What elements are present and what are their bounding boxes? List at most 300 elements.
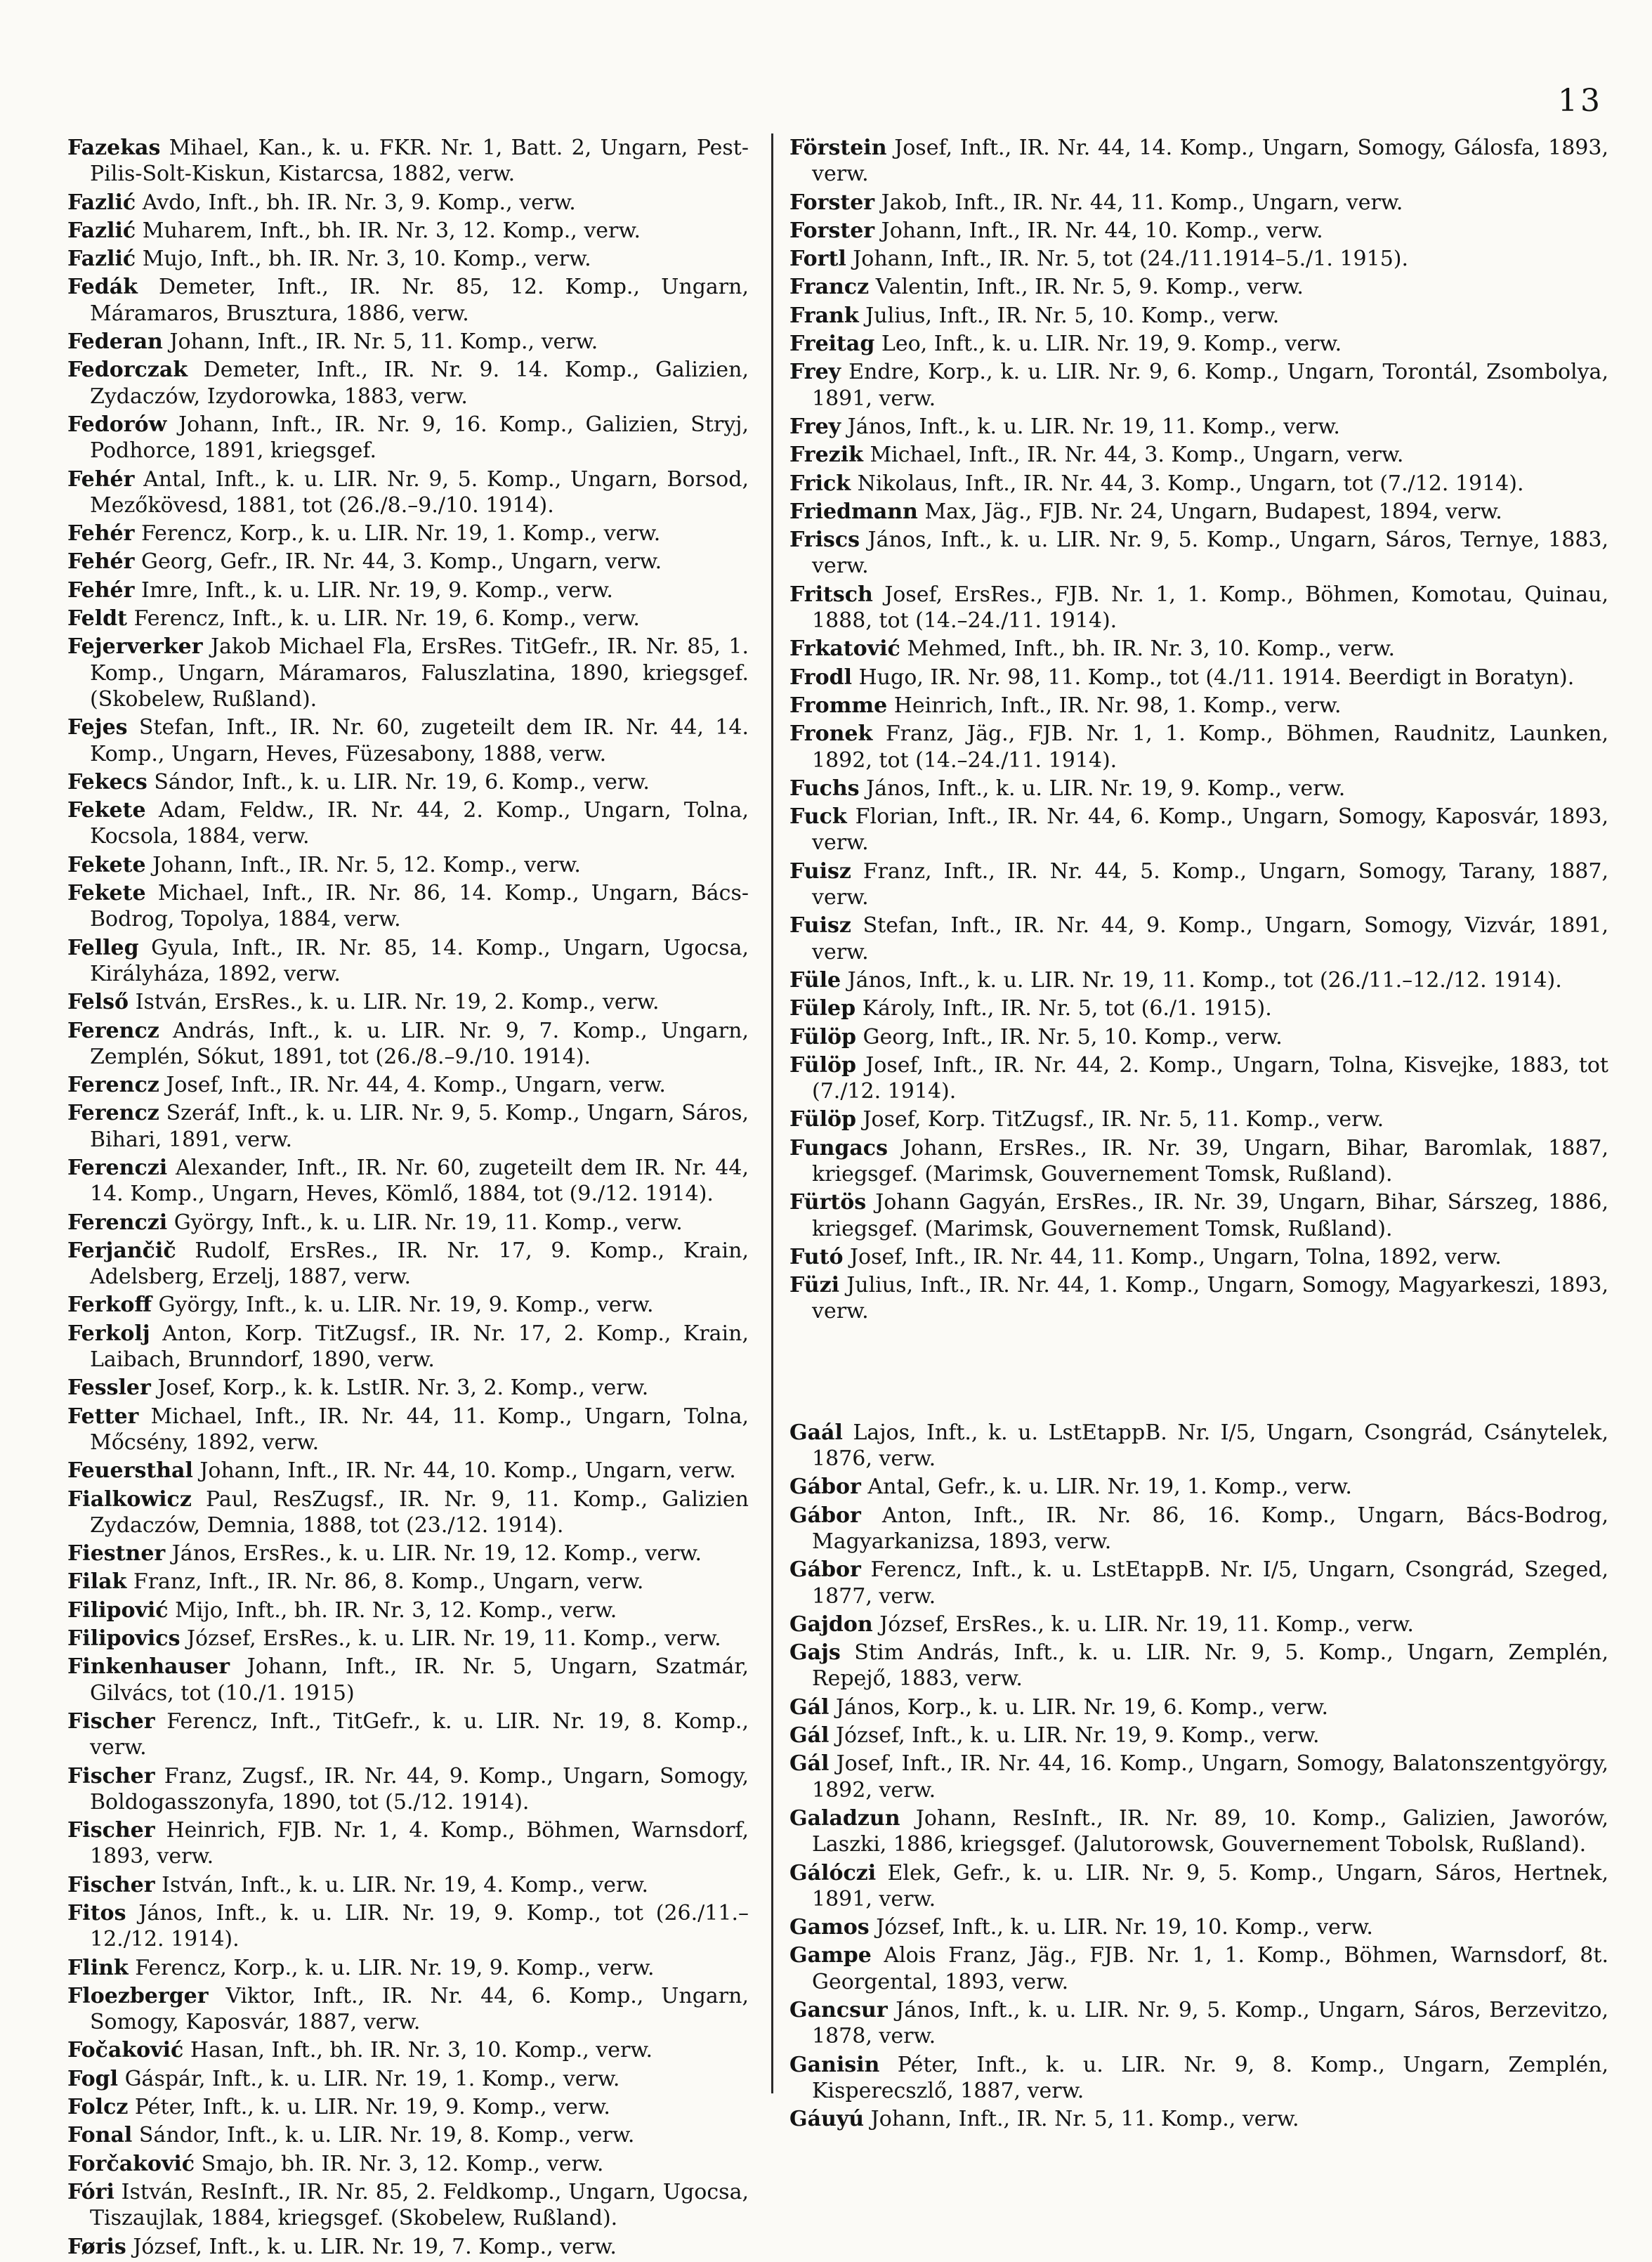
entry-details: Michael, Inft., IR. Nr. 44, 3. Komp., Ungarn, verw. [870,443,1404,468]
entry-details: Valentin, Inft., IR. Nr. 5, 9. Komp., verw. [875,275,1304,300]
list-entry [789,1052,1608,1105]
list-entry [789,1751,1608,1803]
list-entry [789,1611,1608,1637]
entry-details: Endre, Korp., k. u. LIR. Nr. 9, 6. Komp., Ungarn, Torontál, Zsombolya, 1891, verw. [812,360,1608,411]
list-entry [67,246,749,272]
list-entry [67,1238,749,1290]
entry-details: István, Inft., k. u. LIR. Nr. 19, 4. Komp., verw. [162,1872,649,1897]
entry-surname: Feuersthal [67,1458,193,1484]
list-entry [789,218,1608,244]
entry-details: Jakob Michael Fla, ErsRes. TitGefr., IR. Nr. 85, 1. Komp., Ungarn, Máramaros, Faluszlatina, 1890, kriegsgef. (Skobelew, Rußland). [90,634,749,712]
entry-surname: Fazlić [67,218,136,243]
entry-details: Gyula, Inft., IR. Nr. 85, 14. Komp., Ungarn, Ugocsa, Királyháza, 1892, verw. [90,935,749,986]
entry-details: Julius, Inft., IR. Nr. 5, 10. Komp., verw. [865,303,1280,328]
list-entry [789,303,1608,329]
entry-surname: Fülöp [789,1024,856,1050]
entry-details: Demeter, Inft., IR. Nr. 9. 14. Komp., Galizien, Zydaczów, Izydorowka, 1883, verw. [90,358,749,409]
entry-details: Heinrich, Inft., IR. Nr. 98, 1. Komp., verw. [893,693,1342,718]
list-entry [67,2066,749,2092]
entry-surname: Fejes [67,715,128,740]
entry-details: István, ErsRes., k. u. LIR. Nr. 19, 2. Komp., verw. [135,990,660,1015]
right-column [789,135,1608,2134]
entry-surname: Gajdon [789,1611,873,1637]
entry-surname: Friedmann [789,499,918,524]
list-entry [67,1210,749,1236]
entry-surname: Gampe [789,1943,872,1968]
entry-surname: Fazekas [67,136,161,160]
entry-surname: Finkenhauser [67,1654,230,1680]
list-entry [67,2234,749,2260]
entry-details: Johann, Inft., IR. Nr. 9, 16. Komp., Galizien, Stryj, Podhorce, 1891, kriegsgef. [90,412,749,464]
entry-surname: Fialkowicz [67,1486,192,1512]
list-entry [789,858,1608,911]
list-entry [789,1694,1608,1720]
entry-surname: Føris [67,2234,126,2259]
entry-details: Stefan, Inft., IR. Nr. 44, 9. Komp., Ungarn, Somogy, Vizvár, 1891, verw. [812,913,1608,965]
entry-details: Ferencz, Korp., k. u. LIR. Nr. 19, 1. Komp., verw. [141,521,661,547]
entry-surname: Freitag [789,332,875,357]
list-entry [67,1375,749,1401]
entry-surname: Fogl [67,2066,119,2091]
list-entry [67,190,749,216]
list-entry [67,2094,749,2120]
list-entry [67,2151,749,2177]
entry-details: Adam, Feldw., IR. Nr. 44, 2. Komp., Ungarn, Tolna, Kocsola, 1884, verw. [90,798,749,849]
entry-details: Max, Jäg., FJB. Nr. 24, Ungarn, Budapest, 1894, verw. [924,499,1502,524]
entry-surname: Gábor [789,1557,861,1583]
entry-details: János, Inft., k. u. LIR. Nr. 19, 11. Komp., tot (26./11.–12./12. 1914). [847,967,1562,993]
entry-surname: Fetter [67,1404,139,1429]
section-g-entries [789,1420,1608,2133]
entry-details: Franz, Jäg., FJB. Nr. 1, 1. Komp., Böhmen, Raudnitz, Launken, 1892, tot (14.–24./11. 1914). [812,721,1608,773]
list-entry [67,1486,749,1539]
list-entry [67,606,749,632]
entry-surname: Gálóczi [789,1860,877,1885]
entry-details: Julius, Inft., IR. Nr. 44, 1. Komp., Ungarn, Somogy, Magyarkeszi, 1893, verw. [812,1273,1608,1324]
list-entry [789,1914,1608,1940]
entry-surname: Felleg [67,935,139,960]
entry-surname: Fitos [67,1901,126,1926]
entry-details: János, Inft., k. u. LIR. Nr. 19, 9. Komp., tot (26./11.–12./12. 1914). [90,1901,749,1952]
entry-surname: Feldt [67,606,127,632]
list-entry [67,797,749,850]
list-entry [789,1189,1608,1242]
entry-surname: Filipovics [67,1626,181,1652]
list-entry [67,634,749,712]
list-entry [789,804,1608,856]
entry-surname: Fekecs [67,769,148,795]
entry-surname: Fočaković [67,2038,184,2063]
list-entry [789,913,1608,965]
entry-surname: Fuchs [789,776,860,801]
list-entry [789,721,1608,773]
entry-details: Mehmed, Inft., bh. IR. Nr. 3, 10. Komp., verw. [907,636,1396,662]
entry-details: Stefan, Inft., IR. Nr. 60, zugeteilt dem IR. Nr. 44, 14. Komp., Ungarn, Heves, Füzesabony, 1888, verw. [90,715,749,766]
entry-details: József, Inft., k. u. LIR. Nr. 19, 10. Komp., verw. [876,1915,1373,1940]
entry-surname: Futó [789,1244,844,1269]
entry-details: Josef, Inft., IR. Nr. 44, 11. Komp., Ungarn, Tolna, 1892, verw. [850,1244,1502,1269]
entry-details: Josef, Inft., IR. Nr. 44, 16. Komp., Ungarn, Somogy, Balatonszentgyörgy, 1892, verw. [812,1751,1608,1803]
list-entry [789,331,1608,357]
entry-surname: Ferencz [67,1073,159,1098]
entry-details: Hasan, Inft., bh. IR. Nr. 3, 10. Komp., verw. [190,2038,653,2063]
entry-surname: Fekete [67,852,146,877]
entry-surname: Forster [789,190,875,215]
entry-details: Anton, Inft., IR. Nr. 86, 16. Komp., Ungarn, Bács-Bodrog, Magyarkanizsa, 1893, verw. [812,1503,1608,1554]
entry-surname: Fehér [67,521,135,547]
entry-details: Péter, Inft., k. u. LIR. Nr. 9, 8. Komp., Ungarn, Zemplén, Kisperecszlő, 1887, verw. [812,2052,1608,2103]
list-entry [67,135,749,188]
entry-details: Johann, ResInft., IR. Nr. 89, 10. Komp., Galizien, Jaworów, Laszki, 1886, kriegsgef. (Jalutorowsk, Gouvernement Tobolsk, Rußland). [812,1805,1608,1857]
entry-surname: Fülöp [789,1107,856,1132]
list-entry [789,1106,1608,1132]
list-entry [789,1805,1608,1858]
entry-surname: Fülöp [789,1052,856,1078]
entry-surname: Folcz [67,2095,129,2120]
entry-surname: Ferenczi [67,1155,168,1180]
entry-details: József, Inft., k. u. LIR. Nr. 19, 9. Komp., verw. [836,1723,1320,1748]
entry-surname: Fiestner [67,1541,166,1567]
entry-details: Josef, ErsRes., FJB. Nr. 1, 1. Komp., Böhmen, Komotau, Quinau, 1888, tot (14.–24./11. 1914). [812,582,1608,634]
entry-surname: Gábor [789,1503,861,1528]
list-entry [789,636,1608,662]
list-entry [789,1024,1608,1050]
entry-surname: Fehér [67,466,135,492]
list-entry [789,1722,1608,1748]
list-entry [67,852,749,878]
entry-surname: Gáuyú [789,2107,865,2132]
entry-details: Lajos, Inft., k. u. LstEtappB. Nr. I/5, Ungarn, Csongrád, Csánytelek, 1876, verw. [812,1420,1608,1472]
entry-details: Franz, Inft., IR. Nr. 44, 5. Komp., Ungarn, Somogy, Tarany, 1887, verw. [812,858,1608,910]
entry-surname: Floezberger [67,1983,209,2008]
entry-surname: Gál [789,1751,830,1777]
entry-surname: Fóri [67,2179,114,2204]
list-entry [67,1018,749,1071]
list-entry [67,274,749,327]
entry-details: János, Inft., k. u. LIR. Nr. 19, 11. Komp., verw. [847,414,1340,439]
section-f-entries [789,135,1608,1325]
entry-surname: Fessler [67,1375,151,1401]
entry-details: János, Korp., k. u. LIR. Nr. 19, 6. Komp., verw. [836,1694,1329,1720]
entry-surname: Füzi [789,1273,840,1298]
entry-details: Johann, Inft., IR. Nr. 44, 10. Komp., Ungarn, verw. [199,1458,736,1484]
list-entry [67,1404,749,1456]
list-entry [67,1763,749,1816]
list-entry [789,499,1608,525]
entry-details: Mujo, Inft., bh. IR. Nr. 3, 10. Komp., verw. [142,247,591,272]
entry-surname: Ferencz [67,1101,159,1126]
entry-surname: Fedák [67,275,138,300]
list-entry [789,190,1608,216]
entry-surname: Filak [67,1569,127,1595]
entry-details: Rudolf, ErsRes., IR. Nr. 17, 9. Komp., Krain, Adelsberg, Erzelj, 1887, verw. [90,1238,749,1290]
entry-details: Gáspár, Inft., k. u. LIR. Nr. 19, 1. Komp., verw. [124,2066,620,2091]
entry-details: Heinrich, FJB. Nr. 1, 4. Komp., Böhmen, Warnsdorf, 1893, verw. [90,1818,749,1869]
entry-surname: Fürtös [789,1190,867,1215]
entry-details: Sándor, Inft., k. u. LIR. Nr. 19, 8. Komp., verw. [138,2123,635,2148]
list-entry [789,135,1608,188]
entry-details: Leo, Inft., k. u. LIR. Nr. 19, 9. Komp., verw. [881,332,1342,357]
entry-surname: Fischer [67,1708,155,1734]
list-entry [789,1997,1608,2050]
entry-details: Antal, Inft., k. u. LIR. Nr. 9, 5. Komp., Ungarn, Borsod, Mezőkövesd, 1881, tot (26./8.–9./10. 1914). [90,466,749,518]
list-entry [67,714,749,767]
list-entry [789,1244,1608,1270]
column-divider [771,133,773,2093]
list-entry [789,995,1608,1021]
entry-details: Sándor, Inft., k. u. LIR. Nr. 19, 6. Komp., verw. [154,769,650,795]
entry-details: Elek, Gefr., k. u. LIR. Nr. 9, 5. Komp., Ungarn, Sáros, Hertnek, 1891, verw. [812,1860,1608,1911]
entry-surname: Ferkolj [67,1321,150,1346]
entry-surname: Gamos [789,1915,870,1940]
entry-details: János, Inft., k. u. LIR. Nr. 9, 5. Komp., Ungarn, Sáros, Berzevitzo, 1878, verw. [812,1998,1608,2049]
entry-surname: Fedorczak [67,358,188,383]
list-entry [789,2106,1608,2132]
entry-surname: Gál [789,1694,830,1720]
list-entry [67,357,749,410]
list-entry [67,1541,749,1567]
list-entry [67,1100,749,1153]
entry-surname: Förstein [789,136,887,160]
list-entry [67,1983,749,2036]
list-entry [67,1569,749,1595]
entry-details: Franz, Zugsf., IR. Nr. 44, 9. Komp., Ungarn, Somogy, Boldogasszonyfa, 1890, tot (5./12. 1914). [90,1763,749,1815]
entry-surname: Frodl [789,665,852,690]
list-entry [789,1135,1608,1188]
entry-details: János, ErsRes., k. u. LIR. Nr. 19, 12. Komp., verw. [171,1541,702,1567]
entry-details: Károly, Inft., IR. Nr. 5, tot (6./1. 1915). [862,996,1272,1021]
entry-surname: Ferenczi [67,1210,168,1235]
list-entry [67,1292,749,1318]
left-column [67,135,749,2262]
list-entry [67,466,749,519]
list-entry [789,1557,1608,1609]
list-entry [67,880,749,933]
entry-surname: Felső [67,990,129,1015]
entry-surname: Frank [789,303,859,328]
entry-details: István, ResInft., IR. Nr. 85, 2. Feldkomp., Ungarn, Ugocsa, Tiszaujlak, 1884, kriegsgef. (Skobelew, Rußland). [90,2179,749,2231]
list-entry [789,359,1608,412]
entry-surname: Fonal [67,2123,133,2148]
list-entry [67,549,749,575]
list-entry [789,1420,1608,1472]
entry-surname: Gajs [789,1640,841,1666]
page-number: 13 [1558,83,1603,119]
entry-details: Muharem, Inft., bh. IR. Nr. 3, 12. Komp., verw. [142,218,641,243]
entry-surname: Fuck [789,804,847,830]
entry-details: Johann, Inft., IR. Nr. 5, 11. Komp., verw. [870,2107,1299,2132]
entry-details: Alexander, Inft., IR. Nr. 60, zugeteilt dem IR. Nr. 44, 14. Komp., Ungarn, Heves, Kömlő, 1884, tot (9./12. 1914). [90,1155,749,1207]
list-entry [67,521,749,547]
entry-details: Johann, ErsRes., IR. Nr. 39, Ungarn, Bihar, Baromlak, 1887, kriegsgef. (Marimsk, Gouvernement Tomsk, Rußland). [812,1135,1608,1186]
entry-details: Hugo, IR. Nr. 98, 11. Komp., tot (4./11. 1914. Beerdigt in Boratyn). [858,665,1575,690]
entry-surname: Fazlić [67,247,136,272]
entry-details: Ferencz, Korp., k. u. LIR. Nr. 19, 9. Komp., verw. [135,1955,655,1980]
entry-details: Alois Franz, Jäg., FJB. Nr. 1, 1. Komp., Böhmen, Warnsdorf, 8t. Georgental, 1893, verw. [812,1943,1608,1994]
entry-surname: Gál [789,1723,830,1748]
list-entry [67,1072,749,1098]
list-entry [67,577,749,603]
list-entry [789,414,1608,440]
list-entry [67,1321,749,1373]
entry-surname: Ferencz [67,1018,159,1043]
list-entry [789,1942,1608,1995]
entry-surname: Forčaković [67,2151,195,2176]
list-entry [67,218,749,244]
entry-surname: Fülep [789,996,856,1021]
entry-details: Mijo, Inft., bh. IR. Nr. 3, 12. Komp., verw. [175,1597,617,1623]
entry-details: András, Inft., k. u. LIR. Nr. 9, 7. Komp., Ungarn, Zemplén, Sókut, 1891, tot (26./8.–9./10. 1914). [90,1018,749,1069]
list-entry [789,1474,1608,1500]
entry-surname: Fehér [67,549,135,575]
entry-details: Smajo, bh. IR. Nr. 3, 12. Komp., verw. [201,2151,604,2176]
entry-details: József, ErsRes., k. u. LIR. Nr. 19, 11. Komp., verw. [879,1611,1414,1637]
list-entry [789,442,1608,468]
entry-details: Péter, Inft., k. u. LIR. Nr. 19, 9. Komp., verw. [134,2095,610,2120]
list-entry [789,527,1608,580]
entry-surname: Ferjančič [67,1238,176,1263]
entry-surname: Fekete [67,798,146,823]
entry-details: Florian, Inft., IR. Nr. 44, 6. Komp., Ungarn, Somogy, Kaposvár, 1893, verw. [812,804,1608,856]
entry-surname: Frey [789,414,841,439]
entry-surname: Frkatović [789,636,900,662]
entry-details: György, Inft., k. u. LIR. Nr. 19, 11. Komp., verw. [173,1210,683,1235]
entry-details: Demeter, Inft., IR. Nr. 85, 12. Komp., Ungarn, Máramaros, Brusztura, 1886, verw. [90,275,749,326]
list-entry [789,1503,1608,1555]
entry-details: József, Inft., k. u. LIR. Nr. 19, 7. Komp., verw. [133,2234,617,2259]
entry-surname: Flink [67,1955,129,1980]
entry-surname: Frick [789,471,851,496]
entry-surname: Fedorów [67,412,167,437]
entry-details: Josef, Korp. TitZugsf., IR. Nr. 5, 11. Komp., verw. [863,1107,1384,1132]
entry-surname: Fuisz [789,913,851,939]
entry-details: Ferencz, Inft., k. u. LIR. Nr. 19, 6. Komp., verw. [133,606,640,632]
entry-surname: Galadzun [789,1805,900,1831]
list-entry [789,246,1608,272]
list-entry [789,2052,1608,2105]
entry-details: Josef, Inft., IR. Nr. 44, 4. Komp., Ungarn, verw. [166,1073,666,1098]
list-entry [67,1817,749,1870]
entry-details: Michael, Inft., IR. Nr. 86, 14. Komp., Ungarn, Bács-Bodrog, Topolya, 1884, verw. [90,881,749,932]
entry-surname: Fortl [789,247,846,272]
entry-details: Johann, Inft., IR. Nr. 5, 11. Komp., verw. [169,329,598,355]
list-entry [67,2122,749,2148]
entry-details: Viktor, Inft., IR. Nr. 44, 6. Komp., Ungarn, Somogy, Kaposvár, 1887, verw. [90,1983,749,2035]
entry-surname: Fejerverker [67,634,203,660]
entry-surname: Filipović [67,1597,169,1623]
entry-details: Ferencz, Inft., k. u. LstEtappB. Nr. I/5, Ungarn, Csongrád, Szeged, 1877, verw. [812,1557,1608,1609]
entry-surname: Fritsch [789,582,873,607]
entry-surname: Fromme [789,693,888,718]
list-entry [67,1626,749,1652]
entry-details: Michael, Inft., IR. Nr. 44, 11. Komp., Ungarn, Tolna, Mőcsény, 1892, verw. [90,1404,749,1455]
entry-surname: Francz [789,275,870,300]
entry-surname: Fehér [67,577,135,603]
entry-details: Georg, Inft., IR. Nr. 5, 10. Komp., verw. [863,1024,1283,1050]
list-entry [789,1272,1608,1325]
entry-details: Josef, Korp., k. k. LstIR. Nr. 3, 2. Komp., verw. [157,1375,649,1401]
list-entry [67,769,749,795]
entry-details: Ferencz, Inft., TitGefr., k. u. LIR. Nr. 19, 8. Komp., verw. [90,1708,749,1760]
entry-surname: Fischer [67,1872,155,1897]
list-entry [67,1900,749,1953]
entry-details: Szeráf, Inft., k. u. LIR. Nr. 9, 5. Komp., Ungarn, Sáros, Bihari, 1891, verw. [90,1101,749,1152]
list-entry [789,1640,1608,1692]
entry-surname: Gancsur [789,1998,888,2022]
entry-details: Johann, Inft., IR. Nr. 44, 10. Komp., verw. [881,218,1323,243]
list-entry [67,1155,749,1208]
entry-details: György, Inft., k. u. LIR. Nr. 19, 9. Komp., verw. [158,1293,654,1318]
list-entry [67,1955,749,1981]
entry-details: Antal, Gefr., k. u. LIR. Nr. 19, 1. Komp., verw. [867,1475,1352,1500]
entry-surname: Fekete [67,881,146,906]
list-entry [789,665,1608,691]
list-entry [789,1860,1608,1913]
entry-surname: Frey [789,360,841,385]
entry-details: Mihael, Kan., k. u. FKR. Nr. 1, Batt. 2, Ungarn, Pest-Pilis-Solt-Kiskun, Kistarcsa, 1882, verw. [90,136,749,187]
entry-surname: Friscs [789,528,860,553]
entry-surname: Ferkoff [67,1293,152,1318]
list-entry [67,935,749,988]
list-entry [789,274,1608,300]
list-entry [67,2179,749,2232]
entry-details: Stim András, Inft., k. u. LIR. Nr. 9, 5. Komp., Ungarn, Zemplén, Repejő, 1883, verw. [812,1640,1608,1692]
list-entry [789,693,1608,719]
entry-details: Georg, Gefr., IR. Nr. 44, 3. Komp., Ungarn, verw. [141,549,662,575]
entry-details: Avdo, Inft., bh. IR. Nr. 3, 9. Komp., verw. [142,190,576,215]
section-gap [789,1327,1608,1420]
entry-surname: Fischer [67,1818,155,1843]
entry-details: Josef, Inft., IR. Nr. 44, 2. Komp., Ungarn, Tolna, Kisvejke, 1883, tot (7./12. 1914). [812,1052,1608,1104]
list-entry [789,967,1608,993]
entry-details: Imre, Inft., k. u. LIR. Nr. 19, 9. Komp., verw. [141,577,613,603]
entry-surname: Füle [789,967,841,993]
entry-surname: Gaál [789,1420,843,1445]
entry-surname: Federan [67,329,163,355]
list-entry [67,1597,749,1623]
list-entry [67,1654,749,1706]
entry-surname: Frezik [789,443,863,468]
entry-details: Josef, Inft., IR. Nr. 44, 14. Komp., Ungarn, Somogy, Gálosfa, 1893, verw. [812,136,1608,187]
entry-surname: Gábor [789,1475,861,1500]
entry-surname: Ganisin [789,2052,880,2077]
list-entry [789,471,1608,497]
entry-surname: Forster [789,218,875,243]
list-entry [67,989,749,1015]
list-entry [67,1872,749,1898]
entry-surname: Fronek [789,721,873,747]
entry-details: Johann, Inft., IR. Nr. 5, 12. Komp., verw. [152,852,581,877]
entry-details: Paul, ResZugsf., IR. Nr. 9, 11. Komp., Galizien Zydaczów, Demnia, 1888, tot (23./12. 1914). [90,1486,749,1538]
entry-surname: Fungacs [789,1135,888,1161]
entry-details: Johann Gagyán, ErsRes., IR. Nr. 39, Ungarn, Bihar, Sárszeg, 1886, kriegsgef. (Marimsk, Gouvernement Tomsk, Rußland). [812,1190,1608,1241]
list-entry [67,1708,749,1761]
list-entry [67,412,749,464]
list-entry [789,776,1608,802]
entry-details: Jakob, Inft., IR. Nr. 44, 11. Komp., Ungarn, verw. [881,190,1403,215]
entry-details: Franz, Inft., IR. Nr. 86, 8. Komp., Ungarn, verw. [133,1569,644,1595]
entry-details: Nikolaus, Inft., IR. Nr. 44, 3. Komp., Ungarn, tot (7./12. 1914). [857,471,1524,496]
entry-details: János, Inft., k. u. LIR. Nr. 9, 5. Komp., Ungarn, Sáros, Ternye, 1883, verw. [812,528,1608,579]
entry-surname: Fazlić [67,190,136,215]
entry-details: János, Inft., k. u. LIR. Nr. 19, 9. Komp., verw. [866,776,1346,801]
entry-surname: Fischer [67,1763,155,1789]
entry-details: Johann, Inft., IR. Nr. 5, Ungarn, Szatmár, Gilvács, tot (10./1. 1915) [90,1654,749,1706]
list-entry [789,582,1608,634]
entry-details: Johann, Inft., IR. Nr. 5, tot (24./11.1914–5./1. 1915). [853,247,1409,272]
entry-details: Anton, Korp. TitZugsf., IR. Nr. 17, 2. Komp., Krain, Laibach, Brunndorf, 1890, verw. [90,1321,749,1373]
list-entry [67,1458,749,1484]
